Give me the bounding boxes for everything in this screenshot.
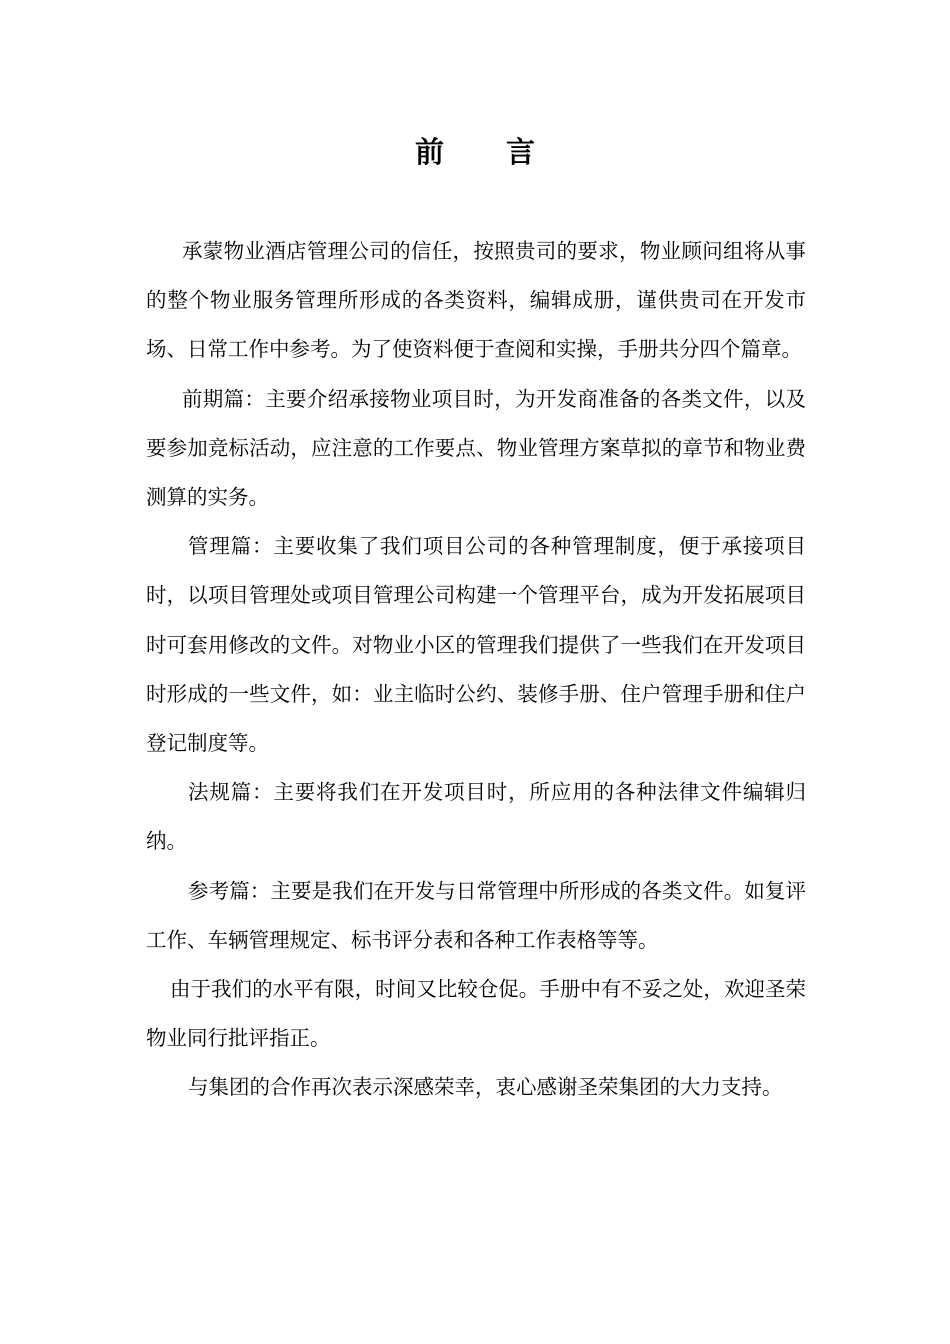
paragraph-thanks: 与集团的合作再次表示深感荣幸，衷心感谢圣荣集团的大力支持。 [188,1075,783,1100]
document-body [146,227,806,1113]
paragraph-apology: 由于我们的水平有限，时间又比较仓促。手册中有不妥之处，欢迎圣荣物业同行批评指正。 [146,977,806,1051]
paragraph-regulations: 法规篇：主要将我们在开发项目时，所应用的各种法律文件编辑归纳。 [146,780,806,854]
paragraph-reference: 参考篇：主要是我们在开发与日常管理中所形成的各类文件。如复评工作、车辆管理规定、标书评分表和各种工作表格等等。 [146,878,806,952]
paragraph-management: 管理篇：主要收集了我们项目公司的各种管理制度，便于承接项目时，以项目管理处或项目管理公司构建一个管理平台，成为开发拓展项目时可套用修改的文件。对物业小区的管理我们提供了一些我们在开发项目时形成的一些文件，如：业主临时公约、装修手册、住户管理手册和住户登记制度等。 [146,534,806,756]
paragraph-preliminary: 前期篇：主要介绍承接物业项目时，为开发商准备的各类文件，以及要参加竞标活动，应注意的工作要点、物业管理方案草拟的章节和物业费测算的实务。 [146,386,806,510]
title-char-1: 前 [414,135,444,169]
paragraph-intro: 承蒙物业酒店管理公司的信任，按照贵司的要求，物业顾问组将从事的整个物业服务管理所形成的各类资料，编辑成册，谨供贵司在开发市场、日常工作中参考。为了使资料便于查阅和实操，手册共分四个篇章。 [146,239,806,362]
title-char-2: 言 [506,135,536,169]
page-title [0,130,950,174]
